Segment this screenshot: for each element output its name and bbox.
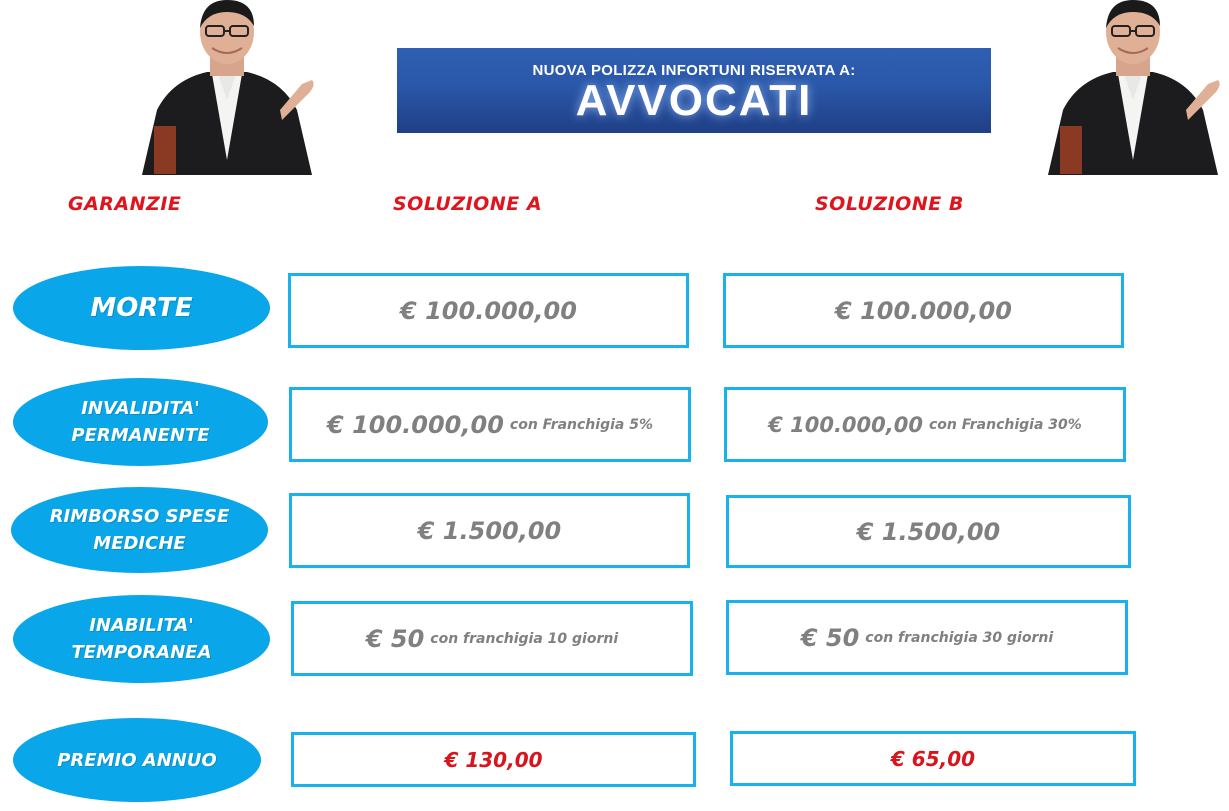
header-soluzione-b: SOLUZIONE B — [815, 193, 964, 215]
row-label-text: MORTE — [90, 292, 193, 323]
value-box-a-morte — [288, 273, 689, 348]
row-label-line2: TEMPORANEA — [71, 642, 212, 663]
value-main: € 100.000,00 — [327, 410, 504, 439]
value-box-b-morte — [723, 273, 1124, 348]
value-note: con franchigia 30 giorni — [865, 629, 1054, 646]
premium-value: € 65,00 — [890, 746, 976, 771]
value-main: € 1.500,00 — [856, 517, 1001, 546]
row-label-line1: RIMBORSO SPESE — [49, 506, 230, 527]
row-label-invalidita-permanente — [13, 378, 268, 466]
title-banner — [397, 48, 991, 133]
value-box-a-rimborso — [289, 493, 690, 568]
lawyer-photo-right — [1038, 0, 1228, 175]
value-box-b-rimborso — [726, 495, 1131, 568]
premium-box-b — [730, 731, 1136, 786]
value-main: € 100.000,00 — [835, 296, 1012, 325]
row-label-line1: INVALIDITA' — [81, 398, 200, 419]
premium-box-a — [291, 732, 696, 787]
header-soluzione-a: SOLUZIONE A — [393, 193, 543, 215]
row-label-inabilita-temporanea — [13, 595, 270, 683]
value-main: € 100.000,00 — [400, 296, 577, 325]
row-label-line2: MEDICHE — [93, 533, 186, 554]
premium-value: € 130,00 — [444, 747, 543, 772]
value-note: con Franchigia 5% — [509, 416, 653, 433]
row-label-morte — [13, 266, 270, 350]
value-box-b-inabilita — [726, 600, 1128, 675]
value-main: € 50 — [800, 623, 860, 652]
value-box-a-invalidita — [289, 387, 691, 462]
value-main: € 50 — [365, 624, 425, 653]
value-main: € 1.500,00 — [417, 516, 562, 545]
value-note: con franchigia 10 giorni — [430, 630, 619, 647]
row-label-line2: PERMANENTE — [71, 425, 210, 446]
value-main: € 100.000,00 — [768, 412, 923, 437]
value-box-a-inabilita — [291, 601, 693, 676]
row-label-premio-annuo — [13, 718, 261, 802]
lawyer-photo-left — [132, 0, 322, 175]
value-note: con Franchigia 30% — [928, 416, 1082, 433]
row-label-rimborso-spese-mediche — [11, 487, 268, 573]
banner-title: AVVOCATI — [575, 76, 813, 125]
value-box-b-invalidita — [724, 387, 1126, 462]
header-garanzie: GARANZIE — [68, 193, 182, 215]
row-label-text: PREMIO ANNUO — [57, 749, 217, 771]
banner-subtitle: NUOVA POLIZZA INFORTUNI RISERVATA A: — [532, 62, 856, 79]
row-label-line1: INABILITA' — [89, 615, 194, 636]
